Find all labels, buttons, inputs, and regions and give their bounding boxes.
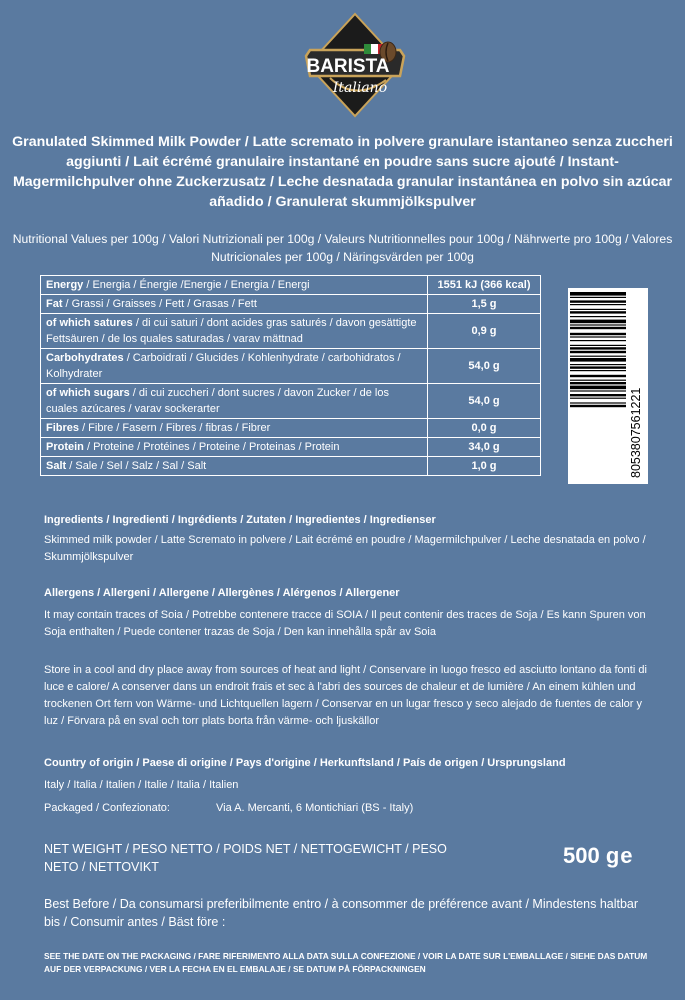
nutrition-label-cell [41, 295, 428, 314]
barcode-bar [570, 336, 626, 337]
nutrition-row [41, 438, 541, 457]
nutrient-value: 1,5 g [428, 295, 541, 314]
nutrition-row [41, 384, 541, 419]
ingredients-section [44, 512, 654, 529]
barcode-bar [570, 382, 626, 384]
barcode-bar [570, 320, 626, 324]
best-before-text: Best Before / Da consumarsi preferibilmente entro / à consommer de préférence avant / Mindestens haltbar bis / Consumir antes / Bäst före : [44, 897, 639, 929]
nutrient-name: Energy [46, 279, 84, 291]
nutrition-label-cell [41, 276, 428, 295]
allergens-heading: Allergens / Allergeni / Allergene / Allergènes / Alérgenos / Allergener [44, 587, 400, 599]
nutrition-row [41, 314, 541, 349]
nutrient-name: Protein [46, 441, 84, 453]
barcode-bar [570, 380, 626, 381]
nutrient-value: 54,0 g [428, 384, 541, 419]
barcode-bar [570, 300, 626, 302]
barcode-bar [570, 366, 626, 368]
origin-section [44, 755, 654, 772]
barcode-bar [570, 347, 626, 349]
nutrition-table [40, 275, 541, 476]
barcode-bar [570, 340, 626, 341]
barcode-bar [570, 405, 626, 407]
nutrition-row [41, 349, 541, 384]
barcode-bar [570, 351, 626, 353]
nutrition-label-cell [41, 314, 428, 349]
nutrition-row [41, 419, 541, 438]
nutrition-intro: Nutritional Values per 100g / Valori Nutrizionali per 100g / Valeurs Nutritionnelles pour 100g / Nährwerte pro 100g / Valores Nutricionales per 100g / Näringsvärden per 100g [12, 232, 673, 264]
see-date-text: SEE THE DATE ON THE PACKAGING / FARE RIFERIMENTO ALLA DATA SULLA CONFEZIONE / VOIR LA DATE SUR L'EMBALLAGE / SIEHE DAS DATUM AUF DER VERPACKUNG / VER LA FECHA EN EL EMBALAJE / SE DATUM PÅ FÖRPACKNINGEN [44, 951, 648, 974]
barcode-bar [570, 309, 626, 310]
nutrient-translations: / Proteine / Protéines / Proteine / Proteinas / Protein [83, 441, 340, 453]
barcode-bar [570, 292, 626, 296]
origin-heading: Country of origin / Paese di origine / Pays d'origine / Herkunftsland / País de origen / Ursprungsland [44, 757, 566, 769]
packaged-line [44, 800, 654, 817]
nutrient-translations: / Energia / Énergie /Energie / Energia / Energi [83, 279, 310, 291]
barcode-bar [570, 364, 626, 365]
packaged-label: Packaged / Confezionato: [44, 802, 170, 814]
nutrient-name: of which satures [46, 317, 133, 329]
packaged-address: Via A. Mercanti, 6 Montichiari (BS - Italy) [216, 802, 414, 814]
barcode-bar [570, 345, 626, 346]
barcode-bar [570, 356, 626, 357]
net-weight-label: NET WEIGHT / PESO NETTO / POIDS NET / NETTOGEWICHT / PESO NETO / NETTOVIKT [44, 842, 447, 874]
nutrient-name: Fat [46, 298, 63, 310]
nutrition-row [41, 295, 541, 314]
nutrient-translations: / di cui zuccheri / dont sucres / davon Zucker / de los cuales azúcares / varav sockerarter [46, 387, 389, 415]
ingredients-text: Skimmed milk powder / Latte Scremato in polvere / Lait écrémé en poudre / Magermilchpulver / Leche desnatada en polvo / Skummjölkspulver [44, 534, 646, 563]
logo-script-text: Italiano [332, 80, 388, 96]
barcode-bar [570, 358, 626, 362]
nutrient-translations: / Grassi / Graisses / Fett / Grasas / Fett [62, 298, 257, 310]
nutrition-row [41, 457, 541, 476]
barcode-bar [570, 375, 626, 377]
nutrient-name: Fibres [46, 422, 80, 434]
nutrient-name: of which sugars [46, 387, 130, 399]
nutrient-value: 34,0 g [428, 438, 541, 457]
net-weight-value-wrap [563, 842, 633, 870]
nutrient-translations: / Carboidrati / Glucides / Kohlenhydrate / carbohidratos / Kolhydrater [46, 352, 401, 380]
barcode-bar [570, 390, 626, 391]
barcode-bar [570, 311, 626, 313]
estimate-mark: e [620, 843, 633, 868]
nutrient-translations: / Fibre / Fasern / Fibres / fibras / Fibrer [79, 422, 271, 434]
nutrient-value: 1551 kJ (366 kcal) [428, 276, 541, 295]
nutrient-value: 1,0 g [428, 457, 541, 476]
nutrition-row [41, 276, 541, 295]
allergens-section [44, 585, 654, 602]
nutrient-value: 54,0 g [428, 349, 541, 384]
logo-brand-text: BARISTA [306, 56, 390, 77]
nutrition-label-cell [41, 438, 428, 457]
barcode-bar [570, 370, 626, 371]
barcode-bar [570, 394, 626, 396]
nutrition-label-cell [41, 457, 428, 476]
barcode-number: 8053807561221 [629, 387, 643, 478]
nutrition-label-cell [41, 384, 428, 419]
origin-text: Italy / Italia / Italien / Italie / Italia / Italien [44, 779, 239, 791]
nutrient-translations: / di cui saturi / dont acides gras saturés / davon gesättigte Fettsäuren / de los quales saturadas / varav mättnad [46, 317, 417, 345]
nutrient-value: 0,0 g [428, 419, 541, 438]
barcode-bar [570, 297, 626, 298]
nutrient-name: Salt [46, 460, 67, 472]
nutrition-label-cell [41, 419, 428, 438]
nutrient-translations: / Sale / Sel / Salz / Sal / Salt [66, 460, 207, 472]
ingredients-heading: Ingredients / Ingredienti / Ingrédients / Zutaten / Ingredientes / Ingredienser [44, 514, 436, 526]
allergens-text: It may contain traces of Soia / Potrebbe contenere tracce di SOIA / Il peut contenir des traces de Soja / Es kann Spuren von Soja enthalten / Puede contener trazas de Soja / Den kan innehålla spår av Soia [44, 609, 646, 638]
barcode-bar [570, 324, 626, 325]
barcode-bar [570, 304, 626, 305]
barcode-bar [570, 327, 626, 329]
barcode-bar [570, 316, 626, 317]
storage-text: Store in a cool and dry place away from sources of heat and light / Conservare in luogo fresco ed asciutto lontano da fonti di luce e calore/ A conserver dans un endroit frais et sec à l'abri des sources de chaleur et de lumière / An einem kühlen und trockenen Ort fern von Wärme- und Lichtquellen lagern / Conservar en un lugar fresco y seco alejado de fuentes de calor y luz / Förvara på en sval och torr plats borta från värme- och ljuskällor [44, 664, 647, 727]
barcode-bar [570, 333, 626, 335]
nutrient-name: Carbohydrates [46, 352, 124, 364]
barcode-bar [570, 402, 626, 403]
nutrient-value: 0,9 g [428, 314, 541, 349]
product-title: Granulated Skimmed Milk Powder / Latte scremato in polvere granulare istantaneo senza zuccheri aggiunti / Lait écrémé granulaire instantané en poudre sans sucre ajouté / Instant-Magermilchpulver ohne Zuckerzusatz / Leche desnatada granular instantánea en polvo sin azúcar añadido / Granulerat skummjölkspulver [12, 134, 673, 210]
nutrition-label-cell [41, 349, 428, 384]
net-weight-value: 500 g [563, 843, 620, 868]
barcode [568, 288, 648, 484]
barcode-bar [570, 398, 626, 399]
barcode-bar [570, 386, 626, 390]
brand-logo [290, 10, 420, 120]
